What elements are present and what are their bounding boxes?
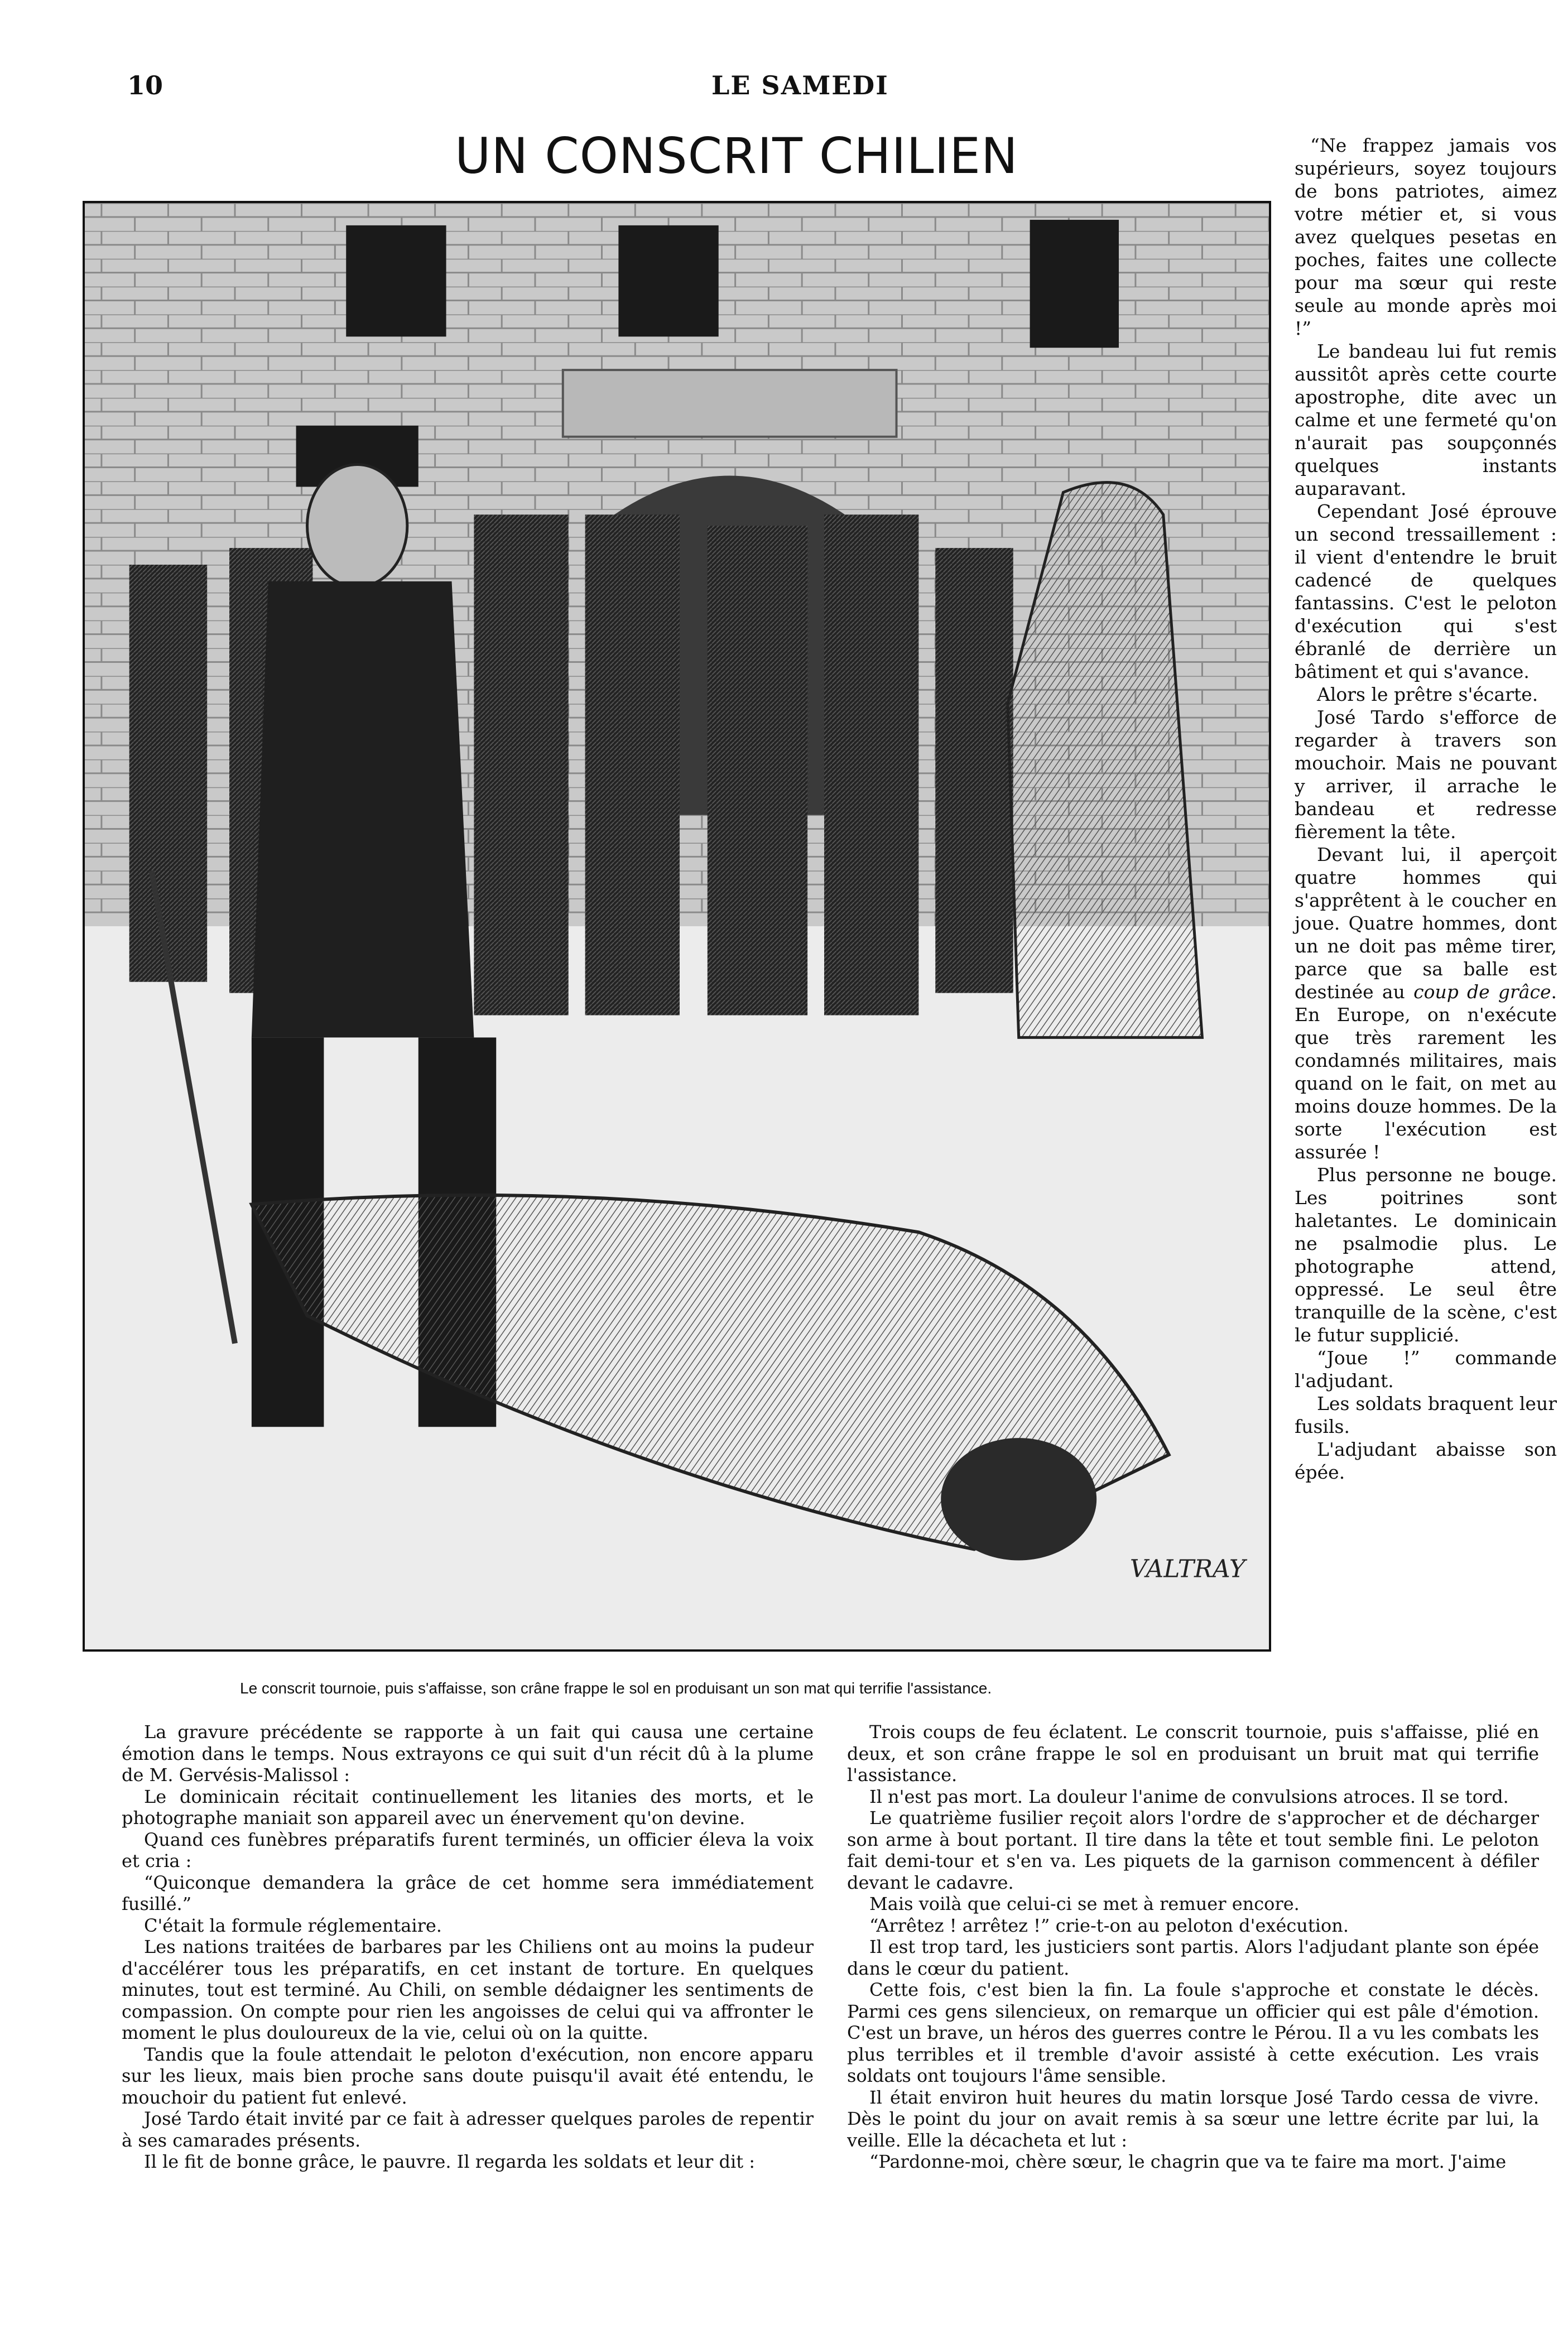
body-paragraph: José Tardo était invité par ce fait à adresser quelques paroles de repentir à ses camarades présents. [122, 2108, 814, 2151]
artist-signature: VALTRAY [1129, 1555, 1245, 1584]
body-paragraph: Trois coups de feu éclatent. Le conscrit tournoie, puis s'affaisse, plié en deux, et son crâne frappe le sol en produisant un bruit mat qui terrifie l'assistance. [847, 1721, 1539, 1786]
body-paragraph: Il n'est pas mort. La douleur l'anime de convulsions atroces. Il se tord. [869, 1786, 1509, 1807]
italic-phrase: coup de grâce [1413, 981, 1551, 1003]
page-number: 10 [127, 70, 163, 100]
side-paragraph: Les soldats braquent leur fusils. [1295, 1393, 1557, 1437]
illustration-caption: Le conscrit tournoie, puis s'affaisse, son crâne frappe le sol en produisant un son mat qui terrifie l'assistance. [240, 1680, 992, 1697]
body-paragraph: Il le fit de bonne grâce, le pauvre. Il regarda les soldats et leur dit : [144, 2151, 755, 2172]
body-paragraph: Tandis que la foule attendait le peloton d'exécution, non encore apparu sur les lieux, mais bien proche sans doute puisqu'il avait été entendu, le mouchoir du patient fut enlevé. [122, 2043, 814, 2108]
side-paragraph: Cependant José éprouve un second tressaillement : il vient d'entendre le bruit cadencé de quelques fantassins. C'est le peloton d'exécution qui s'est ébranlé de derrière un bâtiment et qui s'avance. [1295, 501, 1557, 682]
body-paragraph: Il était environ huit heures du matin lorsque José Tardo cessa de vivre. Dès le point du jour on avait remis à sa sœur une lettre écrite par lui, la veille. Elle la décacheta et lut : [847, 2086, 1539, 2151]
side-paragraph: “Ne frappez jamais vos supérieurs, soyez toujours de bons patriotes, aimez votre métier et, si vous avez quelques pesetas en poches, faites une collecte pour ma sœur qui reste seule au monde après moi !” [1295, 134, 1557, 339]
right-text-column [847, 1721, 1539, 2313]
body-paragraph: “Pardonne-moi, chère sœur, le chagrin que va te faire ma mort. J'aime [869, 2151, 1507, 2172]
article-title: UN CONSCRIT CHILIEN [455, 127, 1018, 185]
side-text: . En Europe, on n'exécute que très rarement les condamnés militaires, mais quand on le fait, on met au moins douze hommes. De la sorte l'exécution est assurée ! [1295, 981, 1557, 1163]
body-paragraph: Le dominicain récitait continuellement les litanies des morts, et le photographe maniait son appareil avec un énervement qu'on devine. [122, 1786, 814, 1828]
body-paragraph: Les nations traitées de barbares par les Chiliens ont au moins la pudeur d'accélérer tous les préparatifs, en cet instant de torture. En quelques minutes, tout est terminé. Au Chili, on semble dédaigner les sentiments de compassion. On compte pour rien les angoisses de celui qui va affronter le moment le plus douloureux de la vie, celui où on la quitte. [122, 1936, 814, 2043]
left-text-column [122, 1721, 814, 2313]
body-paragraph: La gravure précédente se rapporte à un fait qui causa une certaine émotion dans le temps. Nous extrayons ce qui suit d'un récit dû à la plume de M. Gervésis-Malissol : [122, 1721, 814, 1786]
side-paragraph: Plus personne ne bouge. Les poitrines sont haletantes. Le dominicain ne psalmodie plus. Le photographe attend, oppressé. Le seul être tranquille de la scène, c'est le futur supplicié. [1295, 1164, 1557, 1346]
body-paragraph: Quand ces funèbres préparatifs furent terminés, un officier éleva la voix et cria : [122, 1828, 814, 1871]
running-title: LE SAMEDI [711, 70, 889, 100]
side-text: Devant lui, il aperçoit quatre hommes qui s'apprêtent à le coucher en joue. Quatre hommes, dont un ne doit pas même tirer, parce que sa balle est destinée au [1295, 844, 1557, 1003]
body-paragraph: Il est trop tard, les justiciers sont partis. Alors l'adjudant plante son épée dans le cœur du patient. [847, 1936, 1539, 1979]
side-paragraph: Alors le prêtre s'écarte. [1317, 684, 1538, 705]
side-paragraph [1295, 843, 1557, 1163]
body-paragraph: “Arrêtez ! arrêtez !” crie-t-on au peloton d'exécution. [869, 1914, 1349, 1936]
body-paragraph: Le quatrième fusilier reçoit alors l'ordre de s'approcher et de décharger son arme à bout portant. Il tire dans la tête et tout semble fini. Le peloton fait demi-tour et s'en va. Les piquets de la garnison commencent à défiler devant le cadavre. [847, 1807, 1539, 1893]
execution-scene-engraving [85, 203, 1269, 1649]
side-paragraph: José Tardo s'efforce de regarder à travers son mouchoir. Mais ne pouvant y arriver, il arrache le bandeau et redresse fièrement la tête. [1295, 706, 1557, 843]
side-paragraph: L'adjudant abaisse son épée. [1295, 1438, 1557, 1483]
body-paragraph: C'était la formule réglementaire. [144, 1914, 442, 1936]
body-paragraph: Mais voilà que celui-ci se met à remuer encore. [869, 1893, 1300, 1914]
side-column [1295, 134, 1557, 1484]
body-paragraph: Cette fois, c'est bien la fin. La foule s'approche et constate le décès. Parmi ces gens silencieux, on remarque un officier qui est pâle d'émotion. C'est un brave, un héros des guerres contre le Pérou. Il a vu les combats les plus terribles et il tremble d'avoir assisté à cette exécution. Les vrais soldats ont toujours l'âme sensible. [847, 1979, 1539, 2086]
side-paragraph: “Joue !” commande l'adjudant. [1295, 1347, 1557, 1392]
body-columns [122, 1721, 1539, 2313]
body-paragraph: “Quiconque demandera la grâce de cet homme sera immédiatement fusillé.” [122, 1871, 814, 1914]
engraving-illustration [83, 201, 1271, 1652]
side-paragraph: Le bandeau lui fut remis aussitôt après cette courte apostrophe, dite avec un calme et une fermeté qu'on n'aurait pas soupçonnés quelques instants auparavant. [1295, 340, 1557, 499]
